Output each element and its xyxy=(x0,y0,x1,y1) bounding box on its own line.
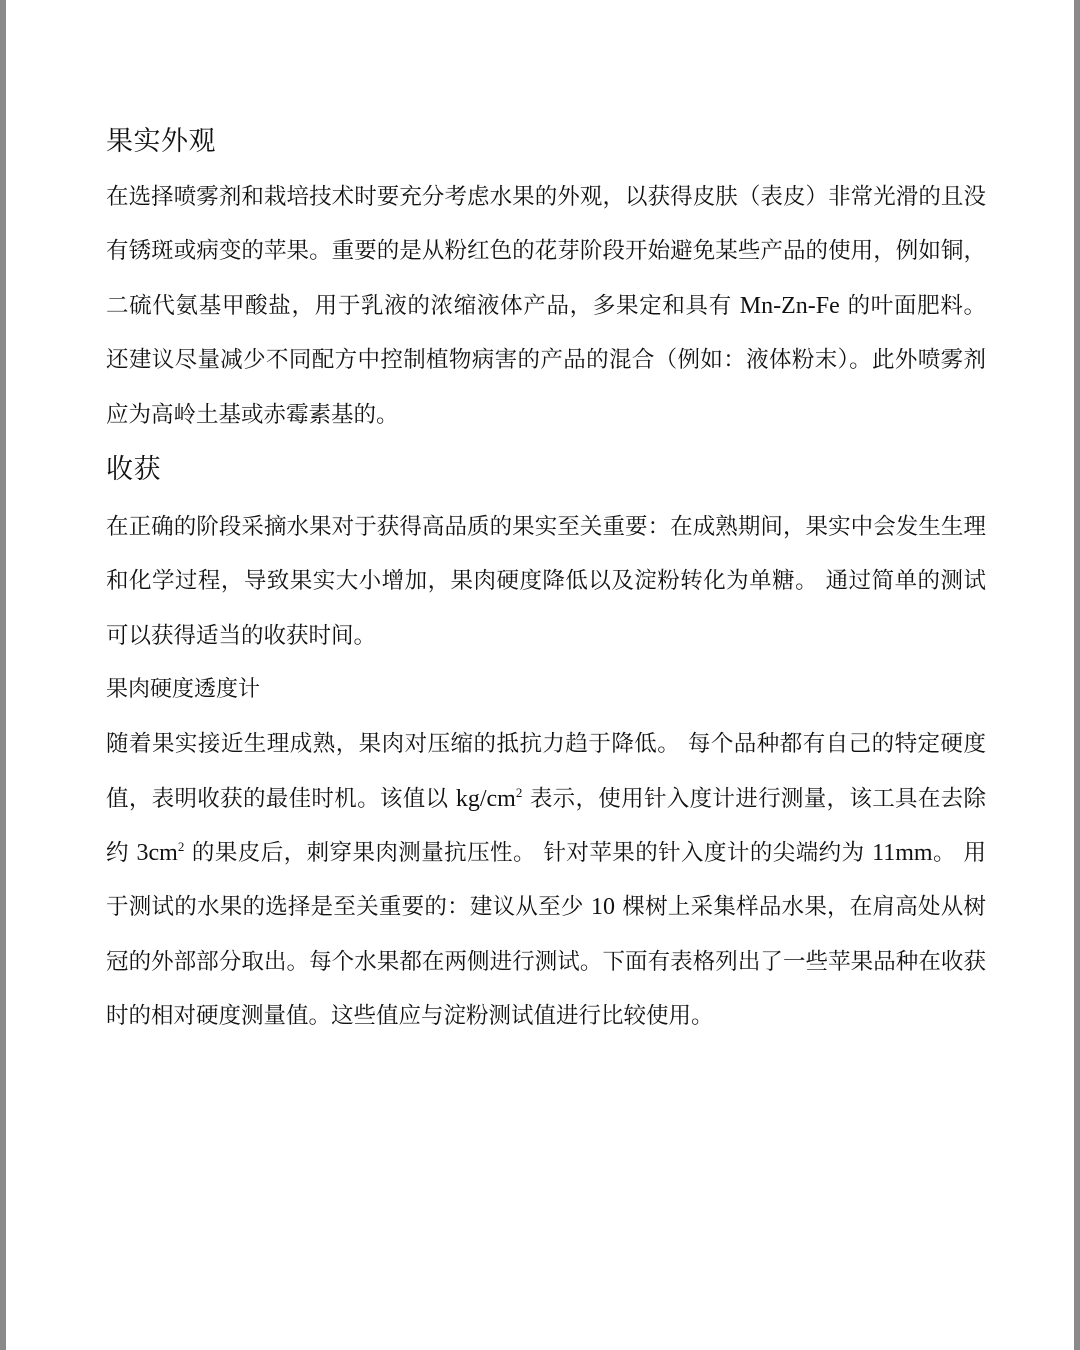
text-span: 的叶面肥料。 还建议尽量减少不同配方中控制植物病害的产品的混合（例如：液体粉末）。此外喷雾剂应为高岭土基或赤霉素基的。 xyxy=(106,292,986,428)
text-span: 在选择喷雾剂和栽培技术时要充分考虑水果的外观，以获得皮肤（表皮）非常光滑的且没有锈斑或病变的苹果。重要的是从粉红色的花芽阶段开始避免某些产品的使用，例如铜，二硫代氨基甲酸盐，用于乳液的浓缩液体产品，多果定和具有 xyxy=(106,184,986,319)
superscript: 2 xyxy=(515,784,523,800)
text-span: 。 用于测试的水果的选择是至关重要的：建议从至少 xyxy=(106,840,986,921)
document-body xyxy=(106,118,986,1044)
unit-text: 3cm xyxy=(136,840,178,867)
subheading-penetrometer: 果肉硬度透度计 xyxy=(106,677,261,703)
unit-text: 11mm xyxy=(872,840,933,867)
superscript: 2 xyxy=(177,839,185,855)
text-span: 的果皮后，刺穿果肉测量抗压性。 针对苹果的针入度计的尖端约为 xyxy=(184,840,873,867)
paragraph-fruit-appearance xyxy=(106,170,986,442)
text-span: 表示，使用针入度计进行测量，该工具在去除约 xyxy=(106,785,987,867)
unit-text: kg/cm xyxy=(455,785,516,812)
heading-fruit-appearance: 果实外观 xyxy=(106,126,216,157)
paragraph-penetrometer xyxy=(106,717,986,1043)
paragraph-harvest: 在正确的阶段采摘水果对于获得高品质的果实至关重要：在成熟期间，果实中会发生生理和化学过程，导致果实大小增加，果肉硬度降低以及淀粉转化为单糖。 通过简单的测试可以获得适当的收获时间。 xyxy=(106,514,986,649)
unit-text: 10 xyxy=(590,894,615,921)
text-span: 棵树上采集样品水果，在肩高处从树冠的外部部分取出。每个水果都在两侧进行测试。下面有表格列出了一些苹果品种在收获时的相对硬度测量值。这些值应与淀粉测试值进行比较使用。 xyxy=(106,894,987,1030)
text-span: Mn-Zn-Fe xyxy=(739,292,840,319)
heading-harvest: 收获 xyxy=(106,454,161,486)
text-span: 随着果实接近生理成熟，果肉对压缩的抵抗力趋于降低。 每个品种都有自己的特定硬度值，表明收获的最佳时机。该值以 xyxy=(106,731,986,812)
